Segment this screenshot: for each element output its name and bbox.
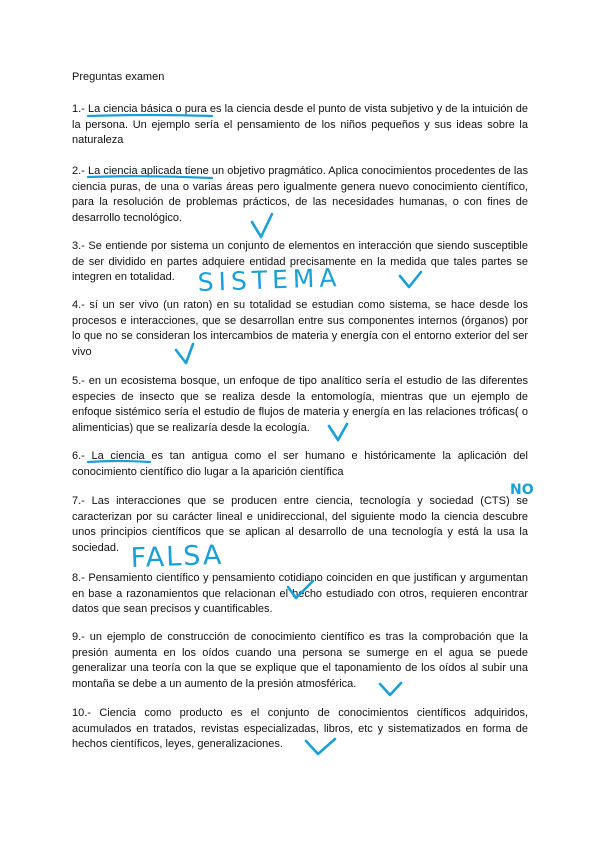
question-5: 5.- en un ecosistema bosque, un enfoque de tipo analítico sería el estudio de las diferentes especies de insecto que se realiza desde la entomología, mientras que un ejemplo de enfoque sistémico sería el estudio de flujos de materia y energía en las relaciones tróficas( o alimenticias) que se realizaría desde la ecología. [72,375,528,434]
underlined-term: La ciencia [91,450,145,462]
annotation-falsa: FALSA [130,539,224,574]
question-9: 9.- un ejemplo de construcción de conocimiento científico es tras la comprobación que la presión aumenta en los oídos cuando una persona se sumerge en el agua se puede generalizar una teoría con la que se explique que el taponamiento de los oídos al subir una montaña se debe a un aumento de la presión atmosférica. [72,631,528,690]
question-1: 1.- La ciencia básica o pura es la ciencia desde el punto de vista subjetivo y de la intuición de la persona. Un ejemplo sería el pensamiento de los niños pequeños y sus ideas sobre la naturaleza [72,103,528,147]
annotation-no: NO [510,482,534,498]
question-10: 10.- Ciencia como producto es el conjunto de conocimientos científicos adquiridos, acumulados en tratados, revistas especializadas, libros, etc y sistematizados en forma de hechos científicos, leyes, generalizaciones. [72,707,529,751]
underlined-term: La ciencia básica o pura [87,103,207,115]
question-3: 3.- Se entiende por sistema un conjunto de elementos en interacción que siendo susceptible de ser dividido en partes adquiere entidad precisamente en la medida que tales partes se integren en totalidad. [72,240,528,284]
question-8: 8.- Pensamiento científico y pensamiento cotidiano coinciden en que justifican y argumentan en base a razonamientos que relacionan el hecho estudiado con otros, requieren encontrar datos que sean precisos y cuantificables. [72,572,528,616]
question-7: 7.- Las interacciones que se producen entre ciencia, tecnología y sociedad (CTS) se caracterizan por su carácter lineal e unidireccional, del siguiente modo la ciencia descubre unos principios científicos que se aplican al desarrollo de una tecnología y está la usa la sociedad. [72,495,528,554]
question-6: 6.- La ciencia es tan antigua como el ser humano e históricamente la aplicación del conocimiento científico dio lugar a la aparición científica [72,450,528,478]
question-2: 2.- La ciencia aplicada tiene un objetivo pragmático. Aplica conocimientos procedentes de las ciencia puras, de una o varias áreas pero igualmente genera nuevo conocimiento científico, para la resolución de problemas prácticos, de las necesidades humanas, o con fines de desarrollo tecnológico. [72,165,528,224]
page-title: Preguntas examen [72,71,165,83]
question-4: 4.- sí un ser vivo (un raton) en su totalidad se estudian como sistema, se hace desde los procesos e interacciones, que se desarrollan entre sus componentes internos (órganos) por lo que no se consideran los intercambios de materia y energía con el entorno exterior del ser vivo [72,299,528,358]
annotation-sistema: SISTEMA [197,262,342,297]
underlined-term: La ciencia aplicada [87,165,182,177]
